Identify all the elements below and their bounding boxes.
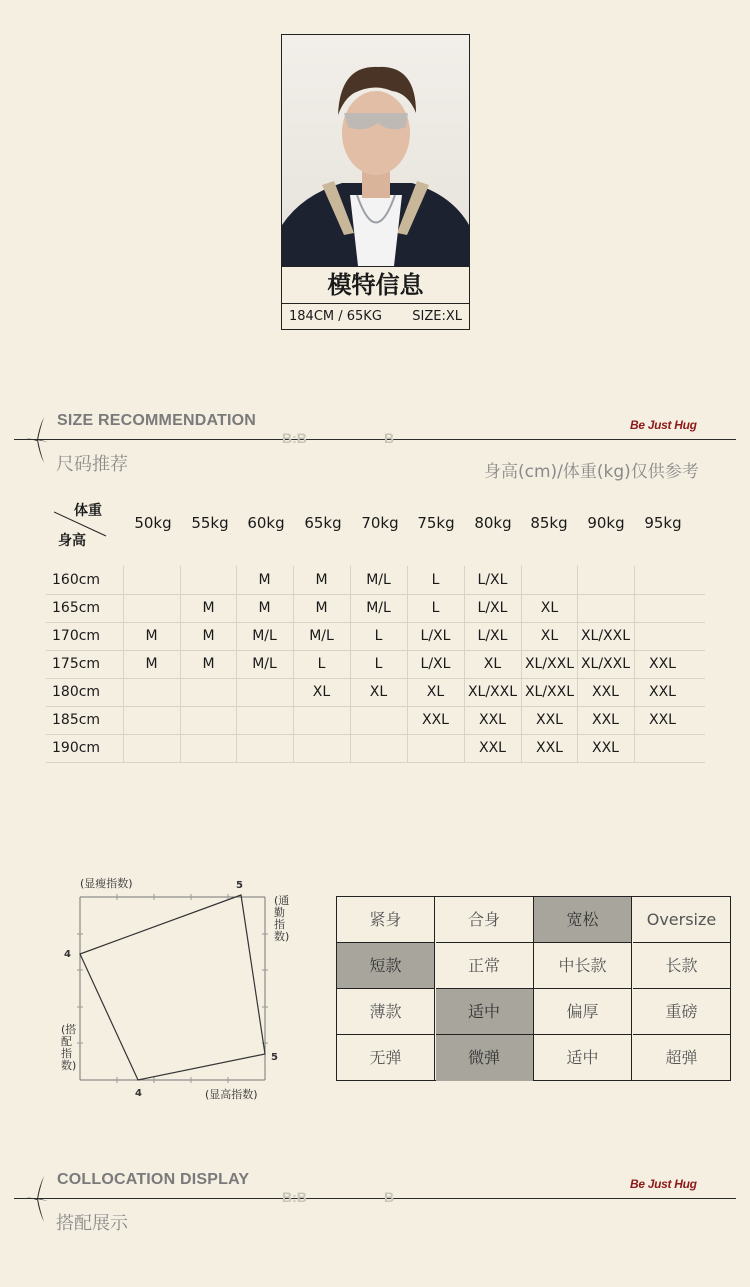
size-cell: M [123,650,179,678]
index-radar-chart [40,870,300,1110]
model-height-weight: 184CM / 65KG [289,309,382,324]
weight-header: 85kg [530,514,568,532]
radar-label-match: (搭配指数) [61,1023,77,1072]
attribute-option: 宽松 [534,897,632,943]
attribute-option: Oversize [633,897,731,943]
size-cell: L/XL [464,566,520,594]
size-cell [293,734,349,762]
height-label: 185cm [52,712,101,728]
radar-label-height: (显高指数) [205,1088,258,1101]
height-label: 160cm [52,572,101,588]
weight-header-row [0,514,750,534]
size-cell: XL [521,594,577,622]
size-cell [123,706,179,734]
height-label: 180cm [52,684,101,700]
size-cell [350,734,406,762]
size-cell: XXL [521,734,577,762]
table-row [46,622,705,651]
size-cell: M [293,566,349,594]
size-cell [293,706,349,734]
size-cell: L/XL [464,622,520,650]
attribute-option: 重磅 [633,989,731,1035]
corner-weight-label: 体重 [74,503,102,519]
size-cell: XL [293,678,349,706]
weight-header: 60kg [247,514,285,532]
size-cell: M [236,566,292,594]
table-row [46,706,705,735]
attribute-option: 短款 [337,943,435,989]
size-cell: L [407,594,463,622]
size-cell: L [350,622,406,650]
model-card [281,34,470,330]
height-label: 165cm [52,600,101,616]
height-label: 170cm [52,628,101,644]
size-section-title-zh: 尺码推荐 [56,454,128,475]
size-cell: XXL [634,650,690,678]
radar-label-commute: (通勤指数) [274,894,290,943]
size-cell: M [180,594,236,622]
size-cell [123,734,179,762]
size-cell: XXL [577,706,633,734]
table-row [46,594,705,623]
radar-value-commute: 5 [271,1052,278,1063]
size-note: 身高(cm)/体重(kg)仅供参考 [484,462,699,482]
collocation-title-zh: 搭配展示 [56,1213,128,1234]
radar-polygon [80,895,265,1080]
table-row [46,678,705,707]
size-cell: L/XL [464,594,520,622]
weight-header: 50kg [134,514,172,532]
height-label: 175cm [52,656,101,672]
attribute-option: 薄款 [337,989,435,1035]
bb-decor-icon: B:B [282,430,307,446]
model-stats [282,304,469,329]
attribute-option: 适中 [436,989,534,1035]
brand-logo-text: Be Just Hug [630,418,697,432]
size-cell [634,566,690,594]
model-info-title: 模特信息 [282,266,469,304]
size-cell [180,566,236,594]
size-cell: XXL [464,734,520,762]
corner-height-label: 身高 [58,533,86,549]
size-cell: XL [521,622,577,650]
brand-logo [630,1177,736,1194]
size-cell: L [350,650,406,678]
attribute-option: 无弹 [337,1035,435,1081]
sparkle-icon [24,415,50,465]
size-cell: XL/XXL [577,622,633,650]
size-cell: L [293,650,349,678]
size-cell: XXL [577,734,633,762]
table-row [46,650,705,679]
table-row [46,566,705,595]
size-cell [577,594,633,622]
model-photo [282,35,469,266]
weight-header: 65kg [304,514,342,532]
collocation-title-en: COLLOCATION DISPLAY [57,1171,250,1188]
weight-header: 80kg [474,514,512,532]
size-cell: XXL [521,706,577,734]
table-row [46,734,705,763]
size-cell: XL/XXL [577,650,633,678]
size-cell: XL/XXL [464,678,520,706]
size-cell: M/L [236,622,292,650]
size-cell [350,706,406,734]
attribute-option: 适中 [534,1035,632,1081]
radar-value-match: 4 [64,949,71,960]
size-cell: XXL [634,678,690,706]
weight-header: 55kg [191,514,229,532]
size-cell [407,734,463,762]
b-decor-icon: B [384,1189,395,1205]
radar-value-slim: 5 [236,880,243,891]
size-cell: XXL [577,678,633,706]
size-cell [180,734,236,762]
attribute-option: 紧身 [337,897,435,943]
size-cell: M/L [350,566,406,594]
model-size: SIZE:XL [412,309,462,324]
size-cell: XL [407,678,463,706]
size-cell [577,566,633,594]
size-cell: M/L [293,622,349,650]
attribute-option: 正常 [436,943,534,989]
weight-header: 90kg [587,514,625,532]
size-cell: XL/XXL [521,678,577,706]
size-cell: M [293,594,349,622]
brand-logo-text: Be Just Hug [630,1177,697,1191]
size-cell: XL [464,650,520,678]
size-cell: L [407,566,463,594]
size-cell: XL [350,678,406,706]
size-cell [236,734,292,762]
size-cell [634,594,690,622]
attribute-option: 中长款 [534,943,632,989]
bb-decor-icon: B:B [282,1189,307,1205]
size-cell [180,678,236,706]
weight-header: 75kg [417,514,455,532]
height-label: 190cm [52,740,101,756]
size-cell [236,706,292,734]
attribute-option: 合身 [436,897,534,943]
sparkle-icon [24,1174,50,1224]
size-cell [634,622,690,650]
size-cell [236,678,292,706]
size-cell [123,566,179,594]
b-decor-icon: B [384,430,395,446]
section-divider [14,1198,736,1199]
radar-label-slim: (显瘦指数) [80,877,133,890]
size-cell: XXL [634,706,690,734]
weight-header: 95kg [644,514,682,532]
size-cell [521,566,577,594]
attribute-option: 偏厚 [534,989,632,1035]
size-cell [123,678,179,706]
size-cell [634,734,690,762]
attribute-option: 超弹 [665,1048,698,1067]
size-cell: M/L [350,594,406,622]
size-cell: M [180,622,236,650]
size-cell [123,594,179,622]
size-cell: M [236,594,292,622]
size-cell: XL/XXL [521,650,577,678]
size-cell: M [180,650,236,678]
section-divider [14,439,736,440]
size-cell: M/L [236,650,292,678]
size-cell: M [123,622,179,650]
attribute-option: 长款 [633,943,731,989]
size-cell: XXL [407,706,463,734]
radar-value-height: 4 [135,1088,142,1099]
size-cell: L/XL [407,650,463,678]
attribute-grid [336,896,731,1081]
size-cell: XXL [464,706,520,734]
weight-header: 70kg [361,514,399,532]
brand-logo [630,418,736,435]
size-cell: L/XL [407,622,463,650]
size-section-title-en: SIZE RECOMMENDATION [57,412,257,429]
size-cell [180,706,236,734]
attribute-option: 微弹 [436,1035,534,1081]
